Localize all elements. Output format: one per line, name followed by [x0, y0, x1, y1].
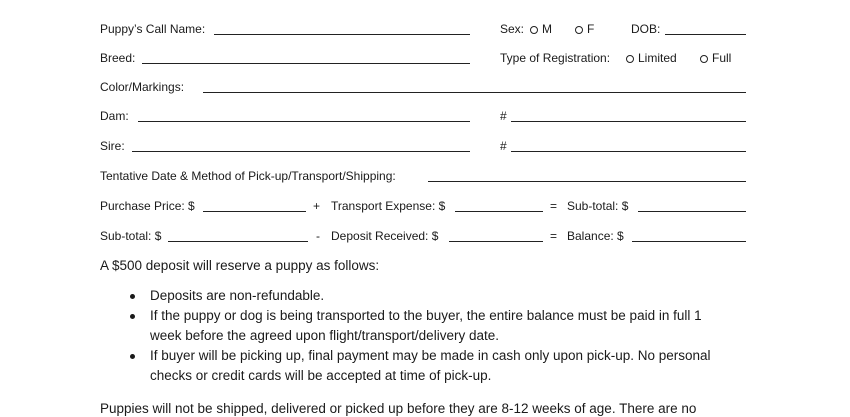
equals-sign-2: = [550, 229, 558, 243]
sire-field[interactable] [132, 151, 470, 152]
dob-field[interactable] [665, 34, 746, 35]
bullet-1-line-1: Deposits are non-refundable. [150, 288, 325, 303]
transport-expense-label: Transport Expense: $ [331, 199, 446, 213]
sex-option-f[interactable] [575, 22, 594, 36]
bullet-3-line-1: If buyer will be picking up, final payment may be made in cash only upon pick-up. No personal [150, 348, 711, 363]
bullet-2-line-1: If the puppy or dog is being transported to the buyer, the entire balance must be paid in full 1 [150, 308, 702, 323]
deposit-received-label: Deposit Received: $ [331, 229, 439, 243]
radio-circle-icon [575, 26, 583, 34]
bullet-icon [130, 314, 135, 319]
purchase-price-label: Purchase Price: $ [100, 199, 195, 213]
purchase-price-field[interactable] [203, 211, 306, 212]
call-name-field[interactable] [214, 34, 470, 35]
bullet-icon [130, 354, 135, 359]
radio-circle-icon [530, 26, 538, 34]
plus-sign: + [313, 199, 321, 213]
subtotal-field-2[interactable] [168, 241, 308, 242]
call-name-label: Puppy’s Call Name: [100, 22, 206, 36]
registration-option-limited[interactable] [626, 51, 677, 65]
deposit-received-field[interactable] [449, 241, 543, 242]
dam-number-label: # [500, 109, 507, 123]
dob-label: DOB: [631, 22, 661, 36]
balance-label: Balance: $ [567, 229, 624, 243]
bullet-2-line-2: week before the agreed upon flight/transport/delivery date. [150, 328, 499, 343]
sire-label: Sire: [100, 139, 125, 153]
dam-number-field[interactable] [511, 121, 746, 122]
color-field[interactable] [203, 92, 746, 93]
reg-limited-label: Limited [638, 51, 677, 65]
sire-number-field[interactable] [511, 151, 746, 152]
registration-label: Type of Registration: [500, 51, 611, 65]
balance-field[interactable] [632, 241, 746, 242]
sex-label: Sex: [500, 22, 525, 36]
radio-circle-icon [626, 55, 634, 63]
footer-text: Puppies will not be shipped, delivered or picked up before they are 8-12 weeks of age. There are no [100, 401, 697, 416]
breed-label: Breed: [100, 51, 136, 65]
registration-option-full[interactable] [700, 51, 731, 65]
deposit-intro: A $500 deposit will reserve a puppy as follows: [100, 258, 380, 273]
transport-expense-field[interactable] [455, 211, 543, 212]
sex-f-label: F [587, 22, 595, 36]
bullet-icon [130, 294, 135, 299]
dam-field[interactable] [138, 121, 470, 122]
sex-m-label: M [542, 22, 552, 36]
subtotal-label-1: Sub-total: $ [567, 199, 629, 213]
dam-label: Dam: [100, 109, 129, 123]
sire-number-label: # [500, 139, 507, 153]
subtotal-field-1[interactable] [638, 211, 746, 212]
pickup-field[interactable] [428, 181, 746, 182]
breed-field[interactable] [142, 63, 470, 64]
pickup-label: Tentative Date & Method of Pick-up/Transport/Shipping: [100, 169, 396, 183]
equals-sign: = [550, 199, 558, 213]
color-label: Color/Markings: [100, 80, 185, 94]
sex-option-m[interactable] [530, 22, 552, 36]
subtotal-label-2: Sub-total: $ [100, 229, 162, 243]
reg-full-label: Full [712, 51, 732, 65]
bullet-3-line-2: checks or credit cards will be accepted at time of pick-up. [150, 368, 492, 383]
minus-sign: - [316, 229, 320, 243]
radio-circle-icon [700, 55, 708, 63]
